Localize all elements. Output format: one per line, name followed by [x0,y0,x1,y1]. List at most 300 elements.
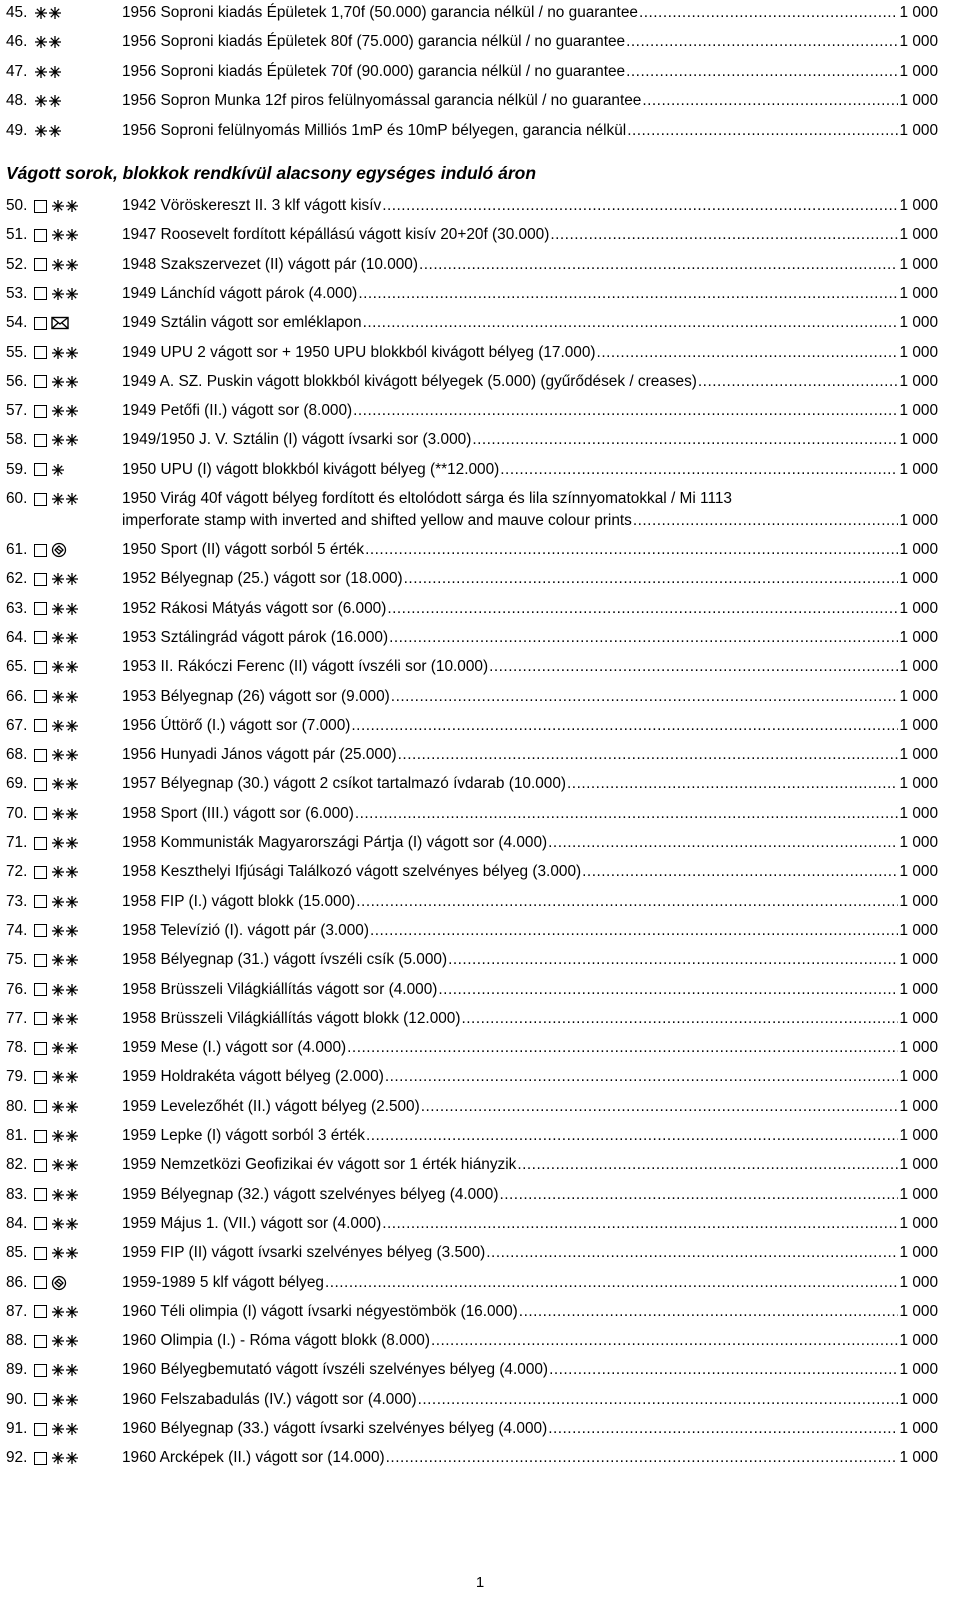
lot-number: 91. [6,1420,28,1437]
lot-text: 1958 FIP (I.) vágott blokk (15.000) [122,892,356,910]
mint-hinged-icon [51,492,79,506]
dot-leader [347,1037,898,1059]
dot-leader [639,2,899,24]
lot-text: 1960 Bélyegnap (33.) vágott ívsarki szelvényes bélyeg (4.000) [122,1420,548,1437]
dot-leader [391,686,899,708]
condition-symbols [34,1359,79,1381]
lot-price: 1 000 [899,33,938,51]
mint-hinged-icon [51,953,79,967]
lot-description [122,920,938,942]
lot-number: 81. [6,1127,28,1144]
lot-price: 1 000 [899,687,938,705]
mint-hinged-icon [51,287,79,301]
dot-leader [366,1125,899,1147]
condition-symbols [34,254,79,276]
lot-number: 73. [6,892,28,910]
lot-price: 1 000 [899,1273,938,1291]
lot-description [122,1359,938,1381]
condition-symbols [34,1447,79,1469]
lot-description [122,949,938,971]
condition-symbols [34,1037,79,1059]
condition-symbols [34,861,79,883]
box-icon [34,983,47,996]
lot-text: 1959-1989 5 klf vágott bélyeg [122,1273,324,1291]
lot-number: 71. [6,834,28,851]
box-icon [34,749,47,762]
lot-description [122,342,938,364]
box-icon [34,1364,47,1377]
lot-number: 60. [6,490,28,507]
box-icon [34,1217,47,1230]
lot-number: 58. [6,431,28,449]
lot-price: 1 000 [899,284,938,302]
mint-hinged-icon [51,1422,79,1436]
lot-text: 1959 FIP (II) vágott ívsarki szelvényes bélyeg (3.500) [122,1244,486,1262]
dot-leader [567,773,898,795]
lot-text-continued: imperforate stamp with inverted and shifted yellow and mauve colour prints [122,512,632,529]
lot-row [0,979,960,1001]
lot-price: 1 000 [899,512,938,529]
box-icon [34,866,47,879]
lot-description [122,861,938,883]
dot-leader [431,1330,899,1352]
lot-price: 1 000 [899,951,938,969]
lot-price: 1 000 [899,1039,938,1057]
lot-price: 1 000 [899,431,938,449]
condition-symbols [34,429,79,451]
lot-number: 66. [6,687,28,705]
dot-leader [325,1272,899,1294]
lot-row [0,1066,960,1088]
box-icon [34,1012,47,1025]
lot-price: 1 000 [899,746,938,764]
condition-symbols [34,120,62,142]
lot-price: 1 000 [899,460,938,478]
lot-text: 1949 Lánchíd vágott párok (4.000) [122,284,358,302]
box-icon [34,1188,47,1201]
dot-leader [356,891,898,913]
mint-hinged-icon [51,807,79,821]
lot-description [122,832,938,854]
condition-symbols [34,1301,79,1323]
lot-price: 1 000 [899,716,938,734]
box-icon [34,200,47,213]
dot-leader [385,1066,899,1088]
dot-leader [398,744,899,766]
mint-hinged-icon [34,94,62,108]
lot-row [0,832,960,854]
lot-row [0,2,960,24]
lot-price: 1 000 [899,541,938,558]
lot-description [122,979,938,1001]
mint-hinged-icon [51,1070,79,1084]
dot-leader [363,312,899,334]
mint-icon [51,463,65,477]
lot-text: 1959 Nemzetközi Geofizikai év vágott sor 1 érték hiányzik [122,1156,517,1174]
mint-hinged-icon [51,865,79,879]
lot-text: 1959 Május 1. (VII.) vágott sor (4.000) [122,1214,382,1232]
lot-row [0,1301,960,1323]
lot-row [0,1154,960,1176]
lot-row [0,686,960,708]
mint-hinged-icon [51,433,79,447]
condition-symbols [34,656,79,678]
box-icon [34,317,47,330]
box-icon [34,1247,47,1260]
condition-symbols [34,1154,79,1176]
lot-text: 1957 Bélyegnap (30.) vágott 2 csíkot tartalmazó ívdarab (10.000) [122,775,567,793]
lot-row [0,31,960,53]
lot-text: 1959 Levelezőhét (II.) vágott bélyeg (2.500) [122,1097,420,1115]
dot-leader [549,1359,898,1381]
lot-row [0,568,960,590]
mint-hinged-icon [51,836,79,850]
lot-number: 70. [6,804,28,822]
mint-hinged-icon [51,1041,79,1055]
lot-description [122,283,938,305]
dot-leader [382,195,898,217]
mint-hinged-icon [34,35,62,49]
dot-leader [355,803,899,825]
mint-hinged-icon [34,65,62,79]
mint-hinged-icon [51,258,79,272]
dot-leader [421,1096,899,1118]
lot-row [0,1125,960,1147]
lot-text: 1950 UPU (I) vágott blokkból kivágott bélyeg (**12.000) [122,460,500,478]
lot-description [122,1184,938,1206]
lot-row [0,1242,960,1264]
lot-price: 1 000 [899,1244,938,1262]
lot-number: 88. [6,1332,28,1350]
dot-leader [548,832,898,854]
lot-text: 1956 Soproni kiadás Épületek 1,70f (50.000) garancia nélkül / no guarantee [122,4,638,21]
lot-price: 1 000 [899,197,938,214]
lot-number: 67. [6,716,28,734]
condition-symbols [34,283,79,305]
lot-description [122,459,938,481]
box-icon [34,1305,47,1318]
condition-symbols [34,312,69,334]
lot-description [122,61,938,83]
lot-text: 1959 Mese (I.) vágott sor (4.000) [122,1039,347,1057]
condition-symbols [34,1184,79,1206]
lot-price: 1 000 [899,1214,938,1232]
lot-price: 1 000 [899,658,938,676]
lot-text: 1950 Virág 40f vágott bélyeg fordított és eltolódott sárga és lila színnyomatokkal / Mi 1113 [122,490,732,507]
mint-hinged-icon [51,660,79,674]
dot-leader [387,598,898,620]
lot-row [0,1330,960,1352]
mint-hinged-icon [34,124,62,138]
lot-row [0,61,960,83]
lot-number: 72. [6,863,28,881]
box-icon [34,1452,47,1465]
lot-row [0,656,960,678]
box-icon [34,287,47,300]
mint-hinged-icon [51,572,79,586]
lot-price: 1 000 [899,1390,938,1408]
dot-leader [517,1154,898,1176]
mint-hinged-icon [51,1363,79,1377]
box-icon [34,1423,47,1436]
lot-number: 55. [6,343,28,361]
lot-description [122,539,938,561]
lot-description [122,1272,938,1294]
lot-number: 48. [6,92,28,110]
lot-text: 1949 UPU 2 vágott sor + 1950 UPU blokkból kivágott bélyeg (17.000) [122,343,596,361]
condition-symbols [34,920,79,942]
lot-description [122,627,938,649]
dot-leader [626,31,898,53]
lot-description [122,195,938,217]
dot-leader [500,459,898,481]
lot-text: 1959 Lepke (I) vágott sorból 3 érték [122,1127,365,1144]
dot-leader [626,61,898,83]
mint-hinged-icon [51,1188,79,1202]
condition-symbols [34,627,79,649]
lot-row [0,224,960,246]
lot-number: 89. [6,1361,28,1379]
lot-number: 62. [6,570,28,588]
mint-hinged-icon [34,6,62,20]
condition-symbols [34,61,62,83]
used-icon [51,1275,67,1291]
lot-number: 79. [6,1068,28,1086]
lot-row [0,773,960,795]
lot-row [0,1184,960,1206]
lot-price: 1 000 [899,1361,938,1379]
lot-number: 74. [6,921,28,939]
lot-text: 1958 Bélyegnap (31.) vágott ívszéli csík (5.000) [122,951,448,969]
condition-symbols [34,1389,79,1411]
lot-text: 1953 Sztálingrád vágott párok (16.000) [122,628,389,646]
box-icon [34,573,47,586]
lot-text: 1958 Kommunisták Magyarországi Pártja (I) vágott sor (4.000) [122,834,548,851]
box-icon [34,346,47,359]
lot-description [122,568,938,590]
dot-leader [462,1008,899,1030]
lot-description [122,90,938,112]
condition-symbols [34,803,79,825]
lot-price: 1 000 [899,892,938,910]
condition-symbols [34,1125,79,1147]
box-icon [34,1335,47,1348]
lot-number: 61. [6,541,28,558]
dot-leader [404,568,899,590]
mint-hinged-icon [51,228,79,242]
lot-text: 1956 Sopron Munka 12f piros felülnyomással garancia nélkül / no guarantee [122,92,642,110]
lot-number: 47. [6,62,28,80]
lot-row [0,949,960,971]
condition-symbols [34,224,79,246]
lot-text: 1960 Felszabadulás (IV.) vágott sor (4.000) [122,1390,417,1408]
condition-symbols [34,1213,79,1235]
lot-number: 49. [6,121,28,139]
condition-symbols [34,773,79,795]
mint-hinged-icon [51,1012,79,1026]
box-icon [34,1276,47,1289]
lot-row [0,861,960,883]
lot-price: 1 000 [899,1156,938,1174]
lot-description [122,1008,938,1030]
condition-symbols [34,195,79,217]
lot-price: 1 000 [899,1097,938,1115]
condition-symbols [34,568,79,590]
dot-leader [370,920,899,942]
lot-description [122,1154,938,1176]
dot-leader [582,861,898,883]
section-heading: Vágott sorok, blokkok rendkívül alacsony egységes induló áron [6,163,537,183]
lot-row [0,1359,960,1381]
lot-number: 75. [6,951,28,969]
lot-number: 54. [6,314,28,332]
dot-leader [486,1242,898,1264]
lot-price: 1 000 [899,1449,938,1467]
condition-symbols [34,1330,79,1352]
lot-price: 1 000 [899,4,938,21]
box-icon [34,434,47,447]
condition-symbols [34,1418,79,1440]
condition-symbols [34,1008,79,1030]
condition-symbols [34,715,79,737]
mint-hinged-icon [51,631,79,645]
mint-hinged-icon [51,1158,79,1172]
lot-row [0,459,960,481]
lot-price: 1 000 [899,92,938,110]
lot-description [122,371,938,393]
condition-symbols [34,31,62,53]
box-icon [34,544,47,557]
page-number: 1 [475,1574,485,1591]
lot-price: 1 000 [899,804,938,822]
used-icon [51,542,67,558]
mint-hinged-icon [51,924,79,938]
dot-leader [489,656,898,678]
lot-row [0,371,960,393]
lot-price: 1 000 [899,255,938,273]
dot-leader [472,429,898,451]
lot-description [122,254,938,276]
dot-leader [627,120,898,142]
lot-text: 1960 Olimpia (I.) - Róma vágott blokk (8.000) [122,1332,430,1350]
lot-price: 1 000 [899,372,938,390]
lot-row [0,195,960,217]
lot-description [122,656,938,678]
dot-leader [358,283,898,305]
condition-symbols [34,979,79,1001]
mint-hinged-icon [51,1100,79,1114]
lot-description [122,803,938,825]
box-icon [34,1130,47,1143]
box-icon [34,375,47,388]
condition-symbols [34,891,79,913]
condition-symbols [34,2,62,24]
dot-leader [365,539,898,561]
lot-description [122,429,938,451]
condition-symbols [34,832,79,854]
mint-hinged-icon [51,1334,79,1348]
lot-row [0,539,960,561]
condition-symbols [34,400,79,422]
lot-row [0,1008,960,1030]
lot-text: 1949 A. SZ. Puskin vágott blokkból kivágott bélyegek (5.000) (gyűrődések / creases) [122,372,697,390]
lot-number: 76. [6,980,28,998]
lot-number: 57. [6,402,28,420]
lot-description [122,891,938,913]
mint-hinged-icon [51,895,79,909]
lot-price: 1 000 [899,980,938,998]
lot-description [122,1242,938,1264]
lot-description [122,488,938,532]
lot-row [0,1037,960,1059]
condition-symbols [34,686,79,708]
lot-description [122,2,938,24]
mint-hinged-icon [51,1451,79,1465]
dot-leader [550,224,898,246]
box-icon [34,602,47,615]
lot-description [122,686,938,708]
lot-price: 1 000 [899,834,938,851]
lot-number: 51. [6,226,28,244]
lot-number: 50. [6,197,28,214]
lot-description [122,598,938,620]
mint-hinged-icon [51,1129,79,1143]
lot-text: 1952 Rákosi Mátyás vágott sor (6.000) [122,599,387,617]
lot-text: 1958 Keszthelyi Ifjúsági Találkozó vágott szelvényes bélyeg (3.000) [122,863,582,881]
lot-number: 85. [6,1244,28,1262]
box-icon [34,778,47,791]
lot-number: 65. [6,658,28,676]
lot-price: 1 000 [899,62,938,80]
lot-description [122,1418,938,1440]
lot-price: 1 000 [899,775,938,793]
lot-number: 53. [6,284,28,302]
lot-price: 1 000 [899,314,938,332]
lot-row [0,744,960,766]
dot-leader [633,510,899,532]
dot-leader [548,1418,898,1440]
box-icon [34,1159,47,1172]
lot-price: 1 000 [899,1068,938,1086]
lot-price: 1 000 [899,921,938,939]
lot-description [122,773,938,795]
lot-text: 1958 Brüsszeli Világkiállítás vágott sor (4.000) [122,980,438,998]
lot-row [0,400,960,422]
lot-number: 83. [6,1185,28,1203]
lot-row [0,920,960,942]
dot-leader [351,715,898,737]
lot-price: 1 000 [899,226,938,244]
lot-text: 1956 Úttörő (I.) vágott sor (7.000) [122,716,351,734]
lot-number: 59. [6,460,28,478]
lot-row [0,1272,960,1294]
lot-row [0,254,960,276]
lot-number: 77. [6,1009,28,1027]
box-icon [34,1100,47,1113]
condition-symbols [34,598,79,620]
dot-leader [597,342,899,364]
lot-row [0,1389,960,1411]
lot-description [122,744,938,766]
mint-hinged-icon [51,1305,79,1319]
lot-text: 1956 Hunyadi János vágott pár (25.000) [122,746,397,764]
lot-price: 1 000 [899,402,938,420]
lot-description [122,1330,938,1352]
dot-leader [519,1301,899,1323]
box-icon [34,807,47,820]
lot-row [0,1213,960,1235]
box-icon [34,895,47,908]
